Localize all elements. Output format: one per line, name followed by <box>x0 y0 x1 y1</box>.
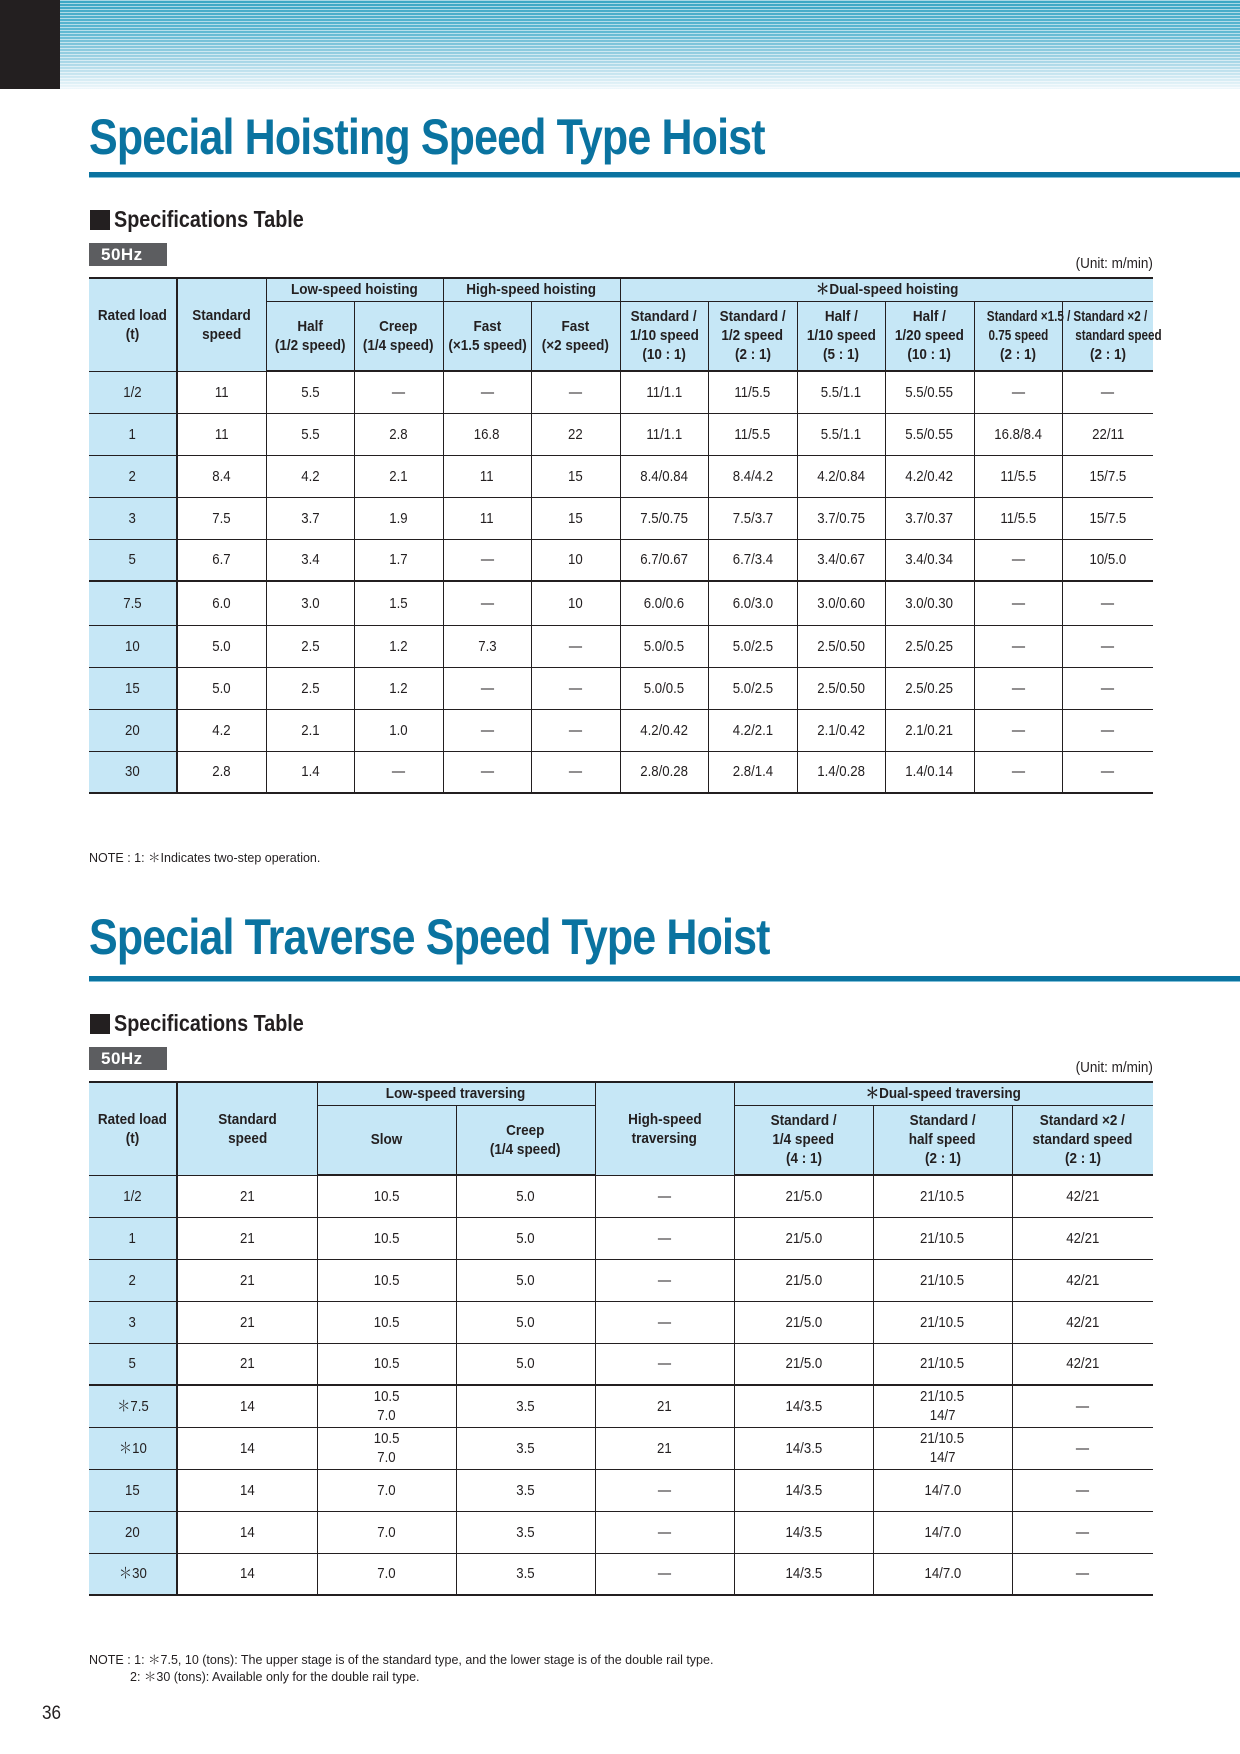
value-cell: 10 <box>531 539 620 581</box>
value-cell: 3.5 <box>456 1385 595 1427</box>
value-cell: — <box>974 667 1062 709</box>
value-cell: 4.2/0.42 <box>620 709 708 751</box>
value-cell: — <box>1062 667 1153 709</box>
value-cell: — <box>974 371 1062 413</box>
value-cell: 3.7/0.37 <box>885 497 974 539</box>
value-cell: — <box>595 1511 734 1553</box>
traverse-note-2: 2: ＊30 (tons): Available only for the double rail type. <box>130 1670 420 1684</box>
rated-load-cell: 20 <box>89 1511 177 1553</box>
value-cell: 21/5.0 <box>734 1217 873 1259</box>
value-cell: 6.7/0.67 <box>620 539 708 581</box>
value-cell: 3.0 <box>266 581 354 625</box>
value-cell: — <box>531 625 620 667</box>
frequency-badge: 50Hz <box>89 1047 167 1070</box>
rated-load-cell: 5 <box>89 1343 177 1385</box>
value-cell: — <box>443 709 531 751</box>
value-cell: 5.5/0.55 <box>885 371 974 413</box>
value-cell: 3.5 <box>456 1553 595 1595</box>
value-cell: 2.5 <box>266 625 354 667</box>
traverse-title-rule <box>89 976 1240 982</box>
value-cell: 22/11 <box>1062 413 1153 455</box>
table-row <box>89 1343 1153 1385</box>
page-number: 36 <box>42 1703 62 1724</box>
value-cell: — <box>595 1259 734 1301</box>
value-cell: 5.5 <box>266 413 354 455</box>
rated-load-cell: 15 <box>89 667 177 709</box>
rated-load-cell: ＊30 <box>89 1553 177 1595</box>
value-cell: 21/10.5 14/7 <box>873 1427 1012 1469</box>
value-cell: 21/5.0 <box>734 1175 873 1217</box>
value-cell: 14 <box>177 1427 317 1469</box>
value-cell: 42/21 <box>1012 1259 1153 1301</box>
value-cell: 5.0/2.5 <box>708 625 797 667</box>
value-cell: 11 <box>443 497 531 539</box>
value-cell: 21 <box>177 1343 317 1385</box>
value-cell: — <box>1062 709 1153 751</box>
rated-load-cell: 20 <box>89 709 177 751</box>
value-cell: — <box>443 751 531 793</box>
value-cell: 11/1.1 <box>620 371 708 413</box>
value-cell: 15/7.5 <box>1062 455 1153 497</box>
rated-load-cell: 1 <box>89 413 177 455</box>
value-cell: 5.0 <box>456 1301 595 1343</box>
value-cell: 42/21 <box>1012 1175 1153 1217</box>
value-cell: — <box>1062 371 1153 413</box>
header-column: Fast (×2 speed) <box>531 301 620 371</box>
value-cell: 21/10.5 14/7 <box>873 1385 1012 1427</box>
value-cell: 5.0 <box>456 1343 595 1385</box>
value-cell: 7.0 <box>317 1511 456 1553</box>
value-cell: 11 <box>443 455 531 497</box>
header-stripe-band <box>60 0 1240 89</box>
value-cell: — <box>595 1217 734 1259</box>
value-cell: 21/10.5 <box>873 1217 1012 1259</box>
rated-load-cell: 3 <box>89 497 177 539</box>
value-cell: 10.5 <box>317 1259 456 1301</box>
hoisting-section-title: Special Hoisting Speed Type Hoist <box>89 109 765 165</box>
value-cell: — <box>595 1343 734 1385</box>
value-cell: 3.7 <box>266 497 354 539</box>
value-cell: 2.5/0.25 <box>885 625 974 667</box>
value-cell: 5.0/2.5 <box>708 667 797 709</box>
value-cell: 21/10.5 <box>873 1175 1012 1217</box>
header-dual-speed-group: ＊Dual-speed hoisting <box>620 278 1153 301</box>
header-column: Fast (×1.5 speed) <box>443 301 531 371</box>
table-row <box>89 625 1153 667</box>
table-row <box>89 1259 1153 1301</box>
value-cell: 21 <box>177 1301 317 1343</box>
value-cell: 2.8/0.28 <box>620 751 708 793</box>
value-cell: 21/10.5 <box>873 1259 1012 1301</box>
value-cell: — <box>531 667 620 709</box>
header-column: Half / 1/10 speed (5 : 1) <box>797 301 885 371</box>
value-cell: 14/7.0 <box>873 1553 1012 1595</box>
hoisting-note: NOTE : 1: ＊Indicates two-step operation. <box>89 851 321 865</box>
value-cell: — <box>354 751 443 793</box>
header-column: Standard / 1/2 speed (2 : 1) <box>708 301 797 371</box>
value-cell: 1.2 <box>354 625 443 667</box>
value-cell: — <box>531 371 620 413</box>
value-cell: 1.7 <box>354 539 443 581</box>
value-cell: 10.5 7.0 <box>317 1427 456 1469</box>
header-column: Standard ×1.5 / 0.75 speed (2 : 1) <box>974 301 1062 371</box>
value-cell: 6.0/3.0 <box>708 581 797 625</box>
header-column: Standard ×2 / standard speed (2 : 1) <box>1062 301 1153 371</box>
value-cell: 11/5.5 <box>974 497 1062 539</box>
value-cell: 3.4/0.34 <box>885 539 974 581</box>
rated-load-cell: 1 <box>89 1217 177 1259</box>
hoisting-spec-table <box>89 277 1162 794</box>
value-cell: 5.0 <box>456 1259 595 1301</box>
header-column: Standard / 1/10 speed (10 : 1) <box>620 301 708 371</box>
table-row <box>89 455 1153 497</box>
value-cell: 10.5 <box>317 1175 456 1217</box>
header-high-speed-group: High-speed hoisting <box>443 278 620 301</box>
value-cell: 16.8 <box>443 413 531 455</box>
value-cell: 21/5.0 <box>734 1259 873 1301</box>
value-cell: 3.5 <box>456 1511 595 1553</box>
header-column: Standard / 1/4 speed (4 : 1) <box>734 1105 873 1175</box>
value-cell: 14 <box>177 1385 317 1427</box>
value-cell: 4.2 <box>266 455 354 497</box>
value-cell: 3.0/0.30 <box>885 581 974 625</box>
value-cell: 10.5 <box>317 1343 456 1385</box>
value-cell: 10 <box>531 581 620 625</box>
value-cell: 10/5.0 <box>1062 539 1153 581</box>
value-cell: 3.5 <box>456 1469 595 1511</box>
value-cell: 14 <box>177 1511 317 1553</box>
value-cell: 1.4/0.14 <box>885 751 974 793</box>
rated-load-cell: 3 <box>89 1301 177 1343</box>
value-cell: 15/7.5 <box>1062 497 1153 539</box>
value-cell: 16.8/8.4 <box>974 413 1062 455</box>
table-row <box>89 1175 1153 1217</box>
header-column: Half (1/2 speed) <box>266 301 354 371</box>
header-low-speed-group: Low-speed hoisting <box>266 278 443 301</box>
header-dual-speed-group: ＊Dual-speed traversing <box>734 1082 1153 1105</box>
header-column: Standard / half speed (2 : 1) <box>873 1105 1012 1175</box>
header-column: Half / 1/20 speed (10 : 1) <box>885 301 974 371</box>
value-cell: 7.5/3.7 <box>708 497 797 539</box>
header-column: Creep (1/4 speed) <box>354 301 443 371</box>
value-cell: 14/7.0 <box>873 1469 1012 1511</box>
header-column: Standard ×2 / standard speed (2 : 1) <box>1012 1105 1153 1175</box>
rated-load-cell: 10 <box>89 625 177 667</box>
value-cell: 14/3.5 <box>734 1427 873 1469</box>
header-low-speed-group: Low-speed traversing <box>317 1082 595 1105</box>
value-cell: 14 <box>177 1469 317 1511</box>
table-row <box>89 371 1153 413</box>
traverse-spec-table <box>89 1081 1153 1596</box>
value-cell: 1.4/0.28 <box>797 751 885 793</box>
value-cell: 4.2/0.42 <box>885 455 974 497</box>
value-cell: — <box>974 581 1062 625</box>
value-cell: 10.5 7.0 <box>317 1385 456 1427</box>
spec-heading-text: Specifications Table <box>114 1010 304 1036</box>
value-cell: 14/3.5 <box>734 1553 873 1595</box>
value-cell: 7.5 <box>177 497 266 539</box>
value-cell: 2.5 <box>266 667 354 709</box>
value-cell: 5.0 <box>456 1217 595 1259</box>
value-cell: — <box>974 539 1062 581</box>
value-cell: 21 <box>595 1427 734 1469</box>
value-cell: 2.1 <box>266 709 354 751</box>
value-cell: 11/1.1 <box>620 413 708 455</box>
table-row <box>89 497 1153 539</box>
value-cell: — <box>974 625 1062 667</box>
value-cell: — <box>974 751 1062 793</box>
value-cell: 21/10.5 <box>873 1301 1012 1343</box>
header-rated-load: Rated load (t) <box>89 1082 177 1175</box>
value-cell: 6.7/3.4 <box>708 539 797 581</box>
rated-load-cell: ＊10 <box>89 1427 177 1469</box>
table-row <box>89 539 1153 581</box>
value-cell: 2.1 <box>354 455 443 497</box>
value-cell: 14 <box>177 1553 317 1595</box>
value-cell: 15 <box>531 497 620 539</box>
rated-load-cell: 2 <box>89 455 177 497</box>
value-cell: 8.4/0.84 <box>620 455 708 497</box>
value-cell: 1.9 <box>354 497 443 539</box>
value-cell: 4.2 <box>177 709 266 751</box>
value-cell: — <box>1062 751 1153 793</box>
table-row <box>89 1217 1153 1259</box>
value-cell: 5.0 <box>456 1175 595 1217</box>
rated-load-cell: 5 <box>89 539 177 581</box>
value-cell: 42/21 <box>1012 1343 1153 1385</box>
traverse-section-title: Special Traverse Speed Type Hoist <box>89 909 770 965</box>
value-cell: 3.5 <box>456 1427 595 1469</box>
value-cell: 5.5/0.55 <box>885 413 974 455</box>
value-cell: 11/5.5 <box>974 455 1062 497</box>
value-cell: 11/5.5 <box>708 413 797 455</box>
value-cell: 10.5 <box>317 1301 456 1343</box>
value-cell: 2.5/0.50 <box>797 667 885 709</box>
value-cell: 6.0/0.6 <box>620 581 708 625</box>
header-standard-speed: Standard speed <box>177 1082 317 1175</box>
rated-load-cell: 2 <box>89 1259 177 1301</box>
unit-label: (Unit: m/min) <box>1075 1059 1153 1076</box>
value-cell: 15 <box>531 455 620 497</box>
value-cell: 21/5.0 <box>734 1343 873 1385</box>
table-row <box>89 413 1153 455</box>
value-cell: 4.2/0.84 <box>797 455 885 497</box>
value-cell: 3.7/0.75 <box>797 497 885 539</box>
value-cell: — <box>1012 1385 1153 1427</box>
hoisting-title-rule <box>89 172 1240 178</box>
value-cell: — <box>1012 1511 1153 1553</box>
value-cell: 2.5/0.50 <box>797 625 885 667</box>
value-cell: — <box>354 371 443 413</box>
value-cell: 3.0/0.60 <box>797 581 885 625</box>
table-row <box>89 1511 1153 1553</box>
value-cell: 14/3.5 <box>734 1469 873 1511</box>
table-row <box>89 709 1153 751</box>
value-cell: — <box>443 371 531 413</box>
rated-load-cell: 30 <box>89 751 177 793</box>
value-cell: 8.4/4.2 <box>708 455 797 497</box>
header-rated-load: Rated load (t) <box>89 278 177 371</box>
value-cell: — <box>1062 625 1153 667</box>
value-cell: — <box>443 667 531 709</box>
value-cell: 4.2/2.1 <box>708 709 797 751</box>
unit-label: (Unit: m/min) <box>1075 255 1153 272</box>
table-row <box>89 1301 1153 1343</box>
value-cell: 7.5/0.75 <box>620 497 708 539</box>
table-row <box>89 581 1153 625</box>
value-cell: — <box>595 1301 734 1343</box>
value-cell: — <box>595 1553 734 1595</box>
rated-load-cell: 1/2 <box>89 371 177 413</box>
value-cell: 1.5 <box>354 581 443 625</box>
table-row <box>89 1469 1153 1511</box>
value-cell: 21 <box>177 1259 317 1301</box>
rated-load-cell: ＊7.5 <box>89 1385 177 1427</box>
value-cell: 2.5/0.25 <box>885 667 974 709</box>
value-cell: 2.8 <box>354 413 443 455</box>
value-cell: 5.0 <box>177 625 266 667</box>
traverse-notes <box>89 1652 713 1686</box>
value-cell: 7.3 <box>443 625 531 667</box>
traverse-spec-heading <box>90 1010 335 1037</box>
value-cell: 5.0 <box>177 667 266 709</box>
table-row <box>89 667 1153 709</box>
value-cell: — <box>1062 581 1153 625</box>
rated-load-cell: 15 <box>89 1469 177 1511</box>
value-cell: 21/10.5 <box>873 1343 1012 1385</box>
square-bullet-icon <box>90 1014 110 1034</box>
value-cell: 11 <box>177 413 266 455</box>
value-cell: 11/5.5 <box>708 371 797 413</box>
value-cell: 1.0 <box>354 709 443 751</box>
value-cell: 7.0 <box>317 1469 456 1511</box>
value-cell: 2.1/0.21 <box>885 709 974 751</box>
value-cell: 21 <box>595 1385 734 1427</box>
value-cell: 21 <box>177 1175 317 1217</box>
table-row <box>89 1385 1153 1427</box>
value-cell: 2.1/0.42 <box>797 709 885 751</box>
value-cell: 5.5/1.1 <box>797 413 885 455</box>
value-cell: 1.2 <box>354 667 443 709</box>
square-bullet-icon <box>90 210 110 230</box>
value-cell: — <box>531 751 620 793</box>
value-cell: 2.8 <box>177 751 266 793</box>
value-cell: 5.5/1.1 <box>797 371 885 413</box>
value-cell: 14/3.5 <box>734 1511 873 1553</box>
value-cell: — <box>531 709 620 751</box>
spec-heading-text: Specifications Table <box>114 206 304 232</box>
value-cell: 8.4 <box>177 455 266 497</box>
value-cell: 5.0/0.5 <box>620 667 708 709</box>
value-cell: 2.8/1.4 <box>708 751 797 793</box>
value-cell: 3.4/0.67 <box>797 539 885 581</box>
header-high-speed-traversing: High-speed traversing <box>595 1082 734 1175</box>
page-corner-block <box>0 0 60 89</box>
value-cell: 7.0 <box>317 1553 456 1595</box>
value-cell: 10.5 <box>317 1217 456 1259</box>
value-cell: 42/21 <box>1012 1217 1153 1259</box>
value-cell: — <box>1012 1427 1153 1469</box>
frequency-badge: 50Hz <box>89 243 167 266</box>
header-column: Creep (1/4 speed) <box>456 1105 595 1175</box>
value-cell: — <box>443 581 531 625</box>
rated-load-cell: 1/2 <box>89 1175 177 1217</box>
hoisting-spec-heading <box>90 206 335 233</box>
value-cell: 14/3.5 <box>734 1385 873 1427</box>
value-cell: — <box>974 709 1062 751</box>
value-cell: 5.5 <box>266 371 354 413</box>
value-cell: 3.4 <box>266 539 354 581</box>
value-cell: 21/5.0 <box>734 1301 873 1343</box>
value-cell: 5.0/0.5 <box>620 625 708 667</box>
value-cell: 14/7.0 <box>873 1511 1012 1553</box>
header-standard-speed: Standard speed <box>177 278 266 371</box>
table-row <box>89 1427 1153 1469</box>
traverse-note-1: NOTE : 1: ＊7.5, 10 (tons): The upper stage is of the standard type, and the lower stage is of the double rail type. <box>89 1653 714 1667</box>
value-cell: — <box>595 1175 734 1217</box>
value-cell: 6.7 <box>177 539 266 581</box>
rated-load-cell: 7.5 <box>89 581 177 625</box>
value-cell: — <box>1012 1553 1153 1595</box>
header-column: Slow <box>317 1105 456 1175</box>
value-cell: 1.4 <box>266 751 354 793</box>
table-row <box>89 1553 1153 1595</box>
value-cell: — <box>443 539 531 581</box>
value-cell: 21 <box>177 1217 317 1259</box>
value-cell: — <box>1012 1469 1153 1511</box>
value-cell: 6.0 <box>177 581 266 625</box>
value-cell: — <box>595 1469 734 1511</box>
value-cell: 11 <box>177 371 266 413</box>
value-cell: 42/21 <box>1012 1301 1153 1343</box>
value-cell: 22 <box>531 413 620 455</box>
table-row <box>89 751 1153 793</box>
